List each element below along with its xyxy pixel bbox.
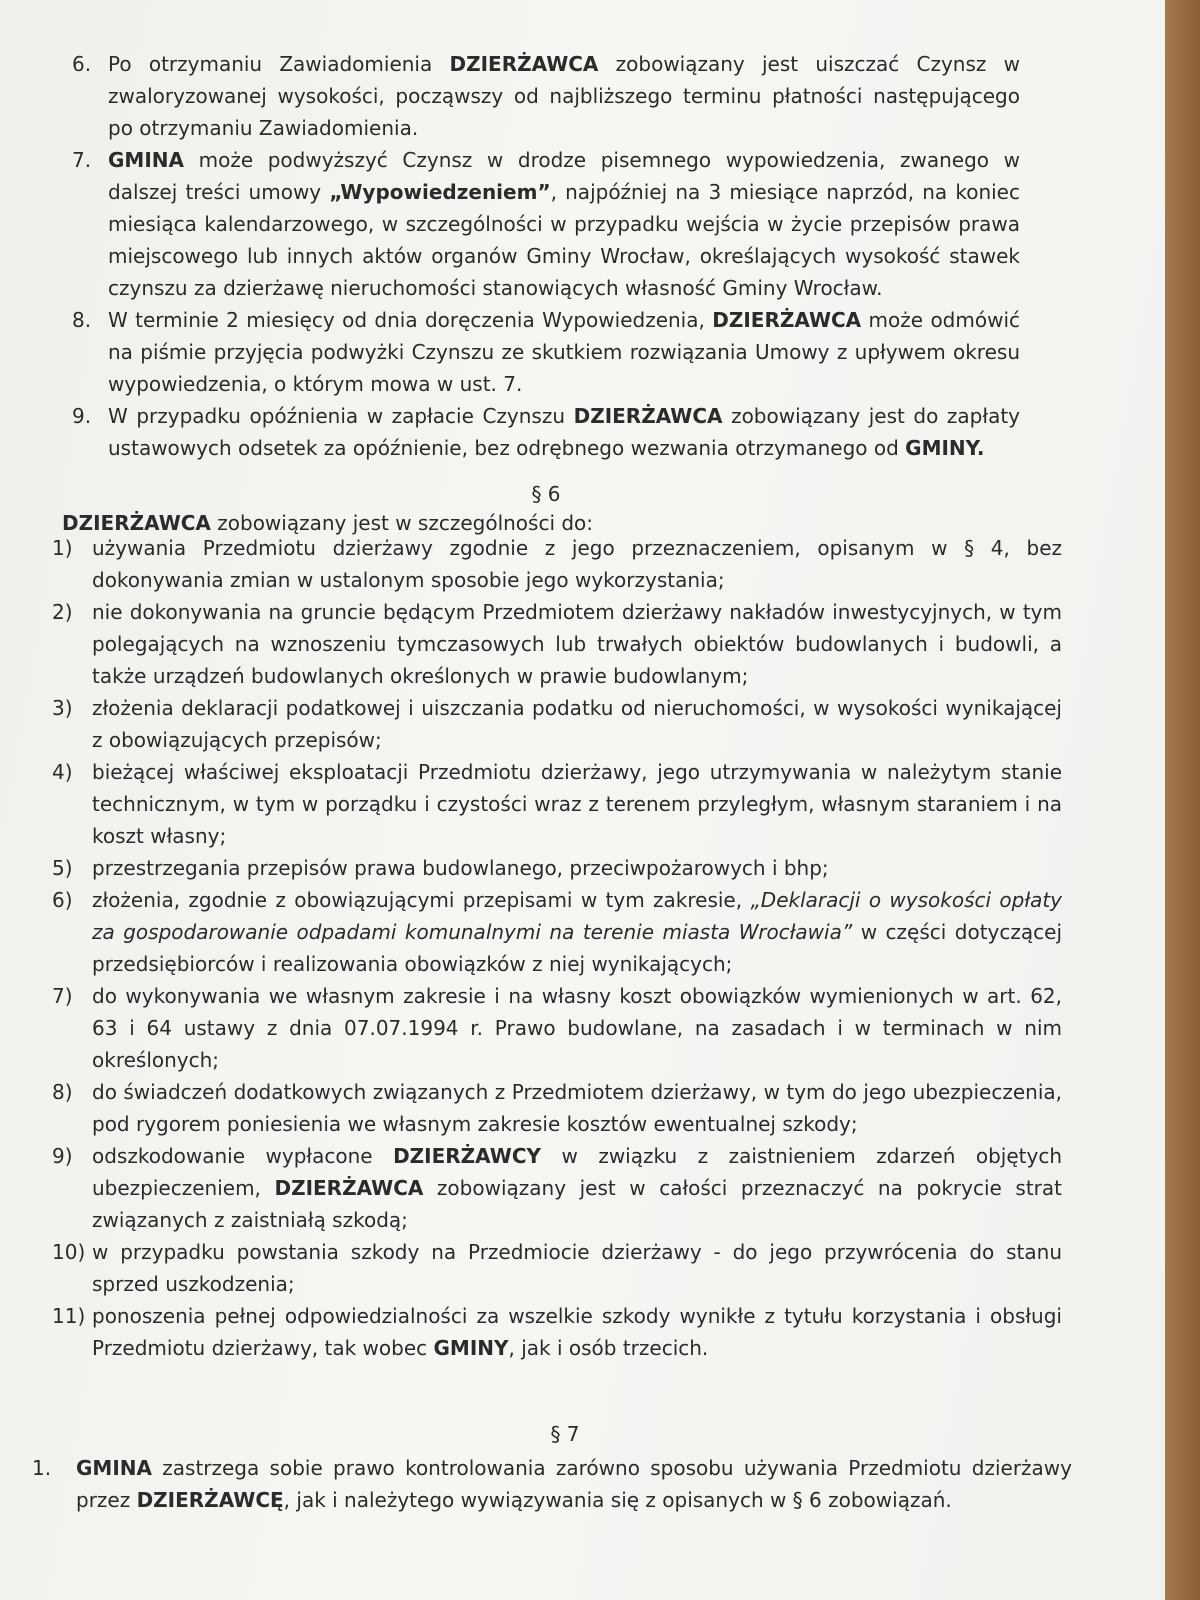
text-run: odszkodowanie wypłacone	[92, 1144, 394, 1168]
item-number: 4)	[52, 760, 73, 784]
list-item	[72, 304, 1020, 400]
list-item	[52, 852, 1062, 884]
text-run: w związku z zaistnieniem zdarzeń objętych ubezpieczeniem,	[92, 1144, 1062, 1200]
list-item	[52, 756, 1062, 852]
list-item	[72, 144, 1020, 304]
bold-term: DZIERŻAWCA	[712, 308, 862, 332]
list-item	[72, 48, 1020, 144]
list-item	[52, 1140, 1062, 1236]
bold-term: GMINA	[76, 1456, 152, 1480]
item-number: 1.	[32, 1456, 52, 1480]
item-text	[92, 1236, 1062, 1300]
item-number: 10)	[52, 1240, 86, 1264]
list-item	[52, 1300, 1062, 1364]
bold-term: DZIERŻAWCA	[62, 511, 211, 535]
item-number: 7.	[72, 148, 92, 172]
item-number: 9.	[72, 404, 92, 428]
item-number: 3)	[52, 696, 73, 720]
item-text	[92, 1140, 1062, 1236]
item-number: 6.	[72, 52, 92, 76]
section-heading: § 6	[531, 482, 561, 506]
list-item	[52, 980, 1062, 1076]
item-text	[92, 884, 1062, 980]
item-text	[92, 980, 1062, 1076]
text-run: , jak i należytego wywiązywania się z opisanych w § 6 zobowiązań.	[283, 1488, 952, 1512]
text-run: zobowiązany jest w szczególności do:	[210, 511, 594, 535]
list-item	[52, 1236, 1062, 1300]
item-text	[76, 1452, 1072, 1516]
item-text	[108, 48, 1020, 144]
list-item	[52, 1076, 1062, 1140]
bold-term: GMINA	[108, 148, 184, 172]
list-item	[32, 1452, 1072, 1516]
table-surface	[1165, 0, 1200, 1600]
item-text	[92, 852, 1062, 884]
list-item	[52, 596, 1062, 692]
item-text	[92, 596, 1062, 692]
item-number: 8.	[72, 308, 92, 332]
obligations-list	[52, 532, 1062, 1364]
text-run: W terminie 2 miesięcy od dnia doręczenia Wypowiedzenia,	[108, 308, 713, 332]
text-run: przestrzegania przepisów prawa budowlanego, przeciwpożarowych i bhp;	[92, 856, 829, 880]
bold-term: DZIERŻAWCĘ	[136, 1488, 284, 1512]
text-run: , najpóźniej na 3 miesiące naprzód, na koniec miesiąca kalendarzowego, w szczególności w przypadku wejścia w życie przepisów prawa miejscowego lub innych aktów organów Gminy Wrocław, określających wysokość stawek czynszu za dzierżawę nieruchomości stanowiących własność Gminy Wrocław.	[108, 180, 1020, 300]
text-run: zobowiązany jest w całości przeznaczyć na pokrycie strat związanych z zaistniałą szkodą;	[92, 1176, 1062, 1232]
item-number: 2)	[52, 600, 73, 624]
item-text	[108, 144, 1020, 304]
item-number: 5)	[52, 856, 73, 880]
text-run: W przypadku opóźnienia w zapłacie Czynszu	[108, 404, 574, 428]
text-run: bieżącej właściwej eksploatacji Przedmiotu dzierżawy, jego utrzymywania w należytym stanie technicznym, w tym w porządku i czystości wraz z terenem przyległym, własnym staraniem i na koszt własny;	[92, 760, 1062, 848]
item-text	[92, 692, 1062, 756]
text-run: zastrzega sobie prawo kontrolowania zarówno sposobu używania Przedmiotu dzierżawy przez	[76, 1456, 1072, 1512]
text-run: w części dotyczącej przedsiębiorców i realizowania obowiązków z niej wynikających;	[92, 920, 1063, 976]
text-run: w przypadku powstania szkody na Przedmiocie dzierżawy - do jego przywrócenia do stanu sprzed uszkodzenia;	[92, 1240, 1062, 1296]
bold-term: GMINY	[433, 1336, 509, 1360]
item-number: 7)	[52, 984, 73, 1008]
list-item	[52, 532, 1062, 596]
text-run: złożenia deklaracji podatkowej i uiszczania podatku od nieruchomości, w wysokości wynikającej z obowiązujących przepisów;	[92, 696, 1062, 752]
item-text	[92, 1300, 1062, 1364]
item-number: 6)	[52, 888, 73, 912]
text-run: zobowiązany jest uiszczać Czynsz w zwaloryzowanej wysokości, począwszy od najbliższego terminu płatności następującego po otrzymaniu Zawiadomienia.	[108, 52, 1020, 140]
text-run: , jak i osób trzecich.	[508, 1336, 709, 1360]
text-run: złożenia, zgodnie z obowiązującymi przepisami w tym zakresie,	[92, 888, 751, 912]
bold-term: „Wypowiedzeniem”	[329, 180, 551, 204]
text-run: zobowiązany jest do zapłaty ustawowych odsetek za opóźnienie, bez odrębnego wezwania otrzymanego od	[108, 404, 1020, 460]
list-item	[52, 692, 1062, 756]
text-run: może podwyższyć Czynsz w drodze pisemnego wypowiedzenia, zwanego w dalszej treści umowy	[108, 148, 1020, 204]
bold-term: DZIERŻAWCA	[274, 1176, 424, 1200]
list-item	[72, 400, 1020, 464]
text-run: ponoszenia pełnej odpowiedzialności za wszelkie szkody wynikłe z tytułu korzystania i obsługi Przedmiotu dzierżawy, tak wobec	[92, 1304, 1062, 1360]
bold-term: DZIERŻAWCA	[573, 404, 723, 428]
bold-term: DZIERŻAWCY	[393, 1144, 541, 1168]
item-number: 11)	[52, 1304, 86, 1328]
section-heading: § 7	[550, 1422, 580, 1446]
text-run: do świadczeń dodatkowych związanych z Przedmiotem dzierżawy, w tym do jego ubezpieczenia, pod rygorem poniesienia we własnym zakresie kosztów ewentualnej szkody;	[92, 1080, 1062, 1136]
item-text	[108, 400, 1020, 464]
paragraph-list-top	[72, 48, 1020, 464]
paragraph-list-bottom	[32, 1452, 1072, 1516]
item-number: 9)	[52, 1144, 73, 1168]
text-run: do wykonywania we własnym zakresie i na własny koszt obowiązków wymienionych w art. 62, 63 i 64 ustawy z dnia 07.07.1994 r. Prawo budowlane, na zasadach i w terminach w nim określonych;	[92, 984, 1062, 1072]
item-text	[92, 532, 1062, 596]
bold-term: DZIERŻAWCA	[449, 52, 599, 76]
item-text	[108, 304, 1020, 400]
italic-term: „Deklaracji o wysokości opłaty za gospodarowanie odpadami komunalnymi na terenie miasta Wrocławia”	[92, 888, 1062, 944]
text-run: może odmówić na piśmie przyjęcia podwyżki Czynszu ze skutkiem rozwiązania Umowy z upływem okresu wypowiedzenia, o którym mowa w ust. 7.	[108, 308, 1021, 396]
item-text	[92, 1076, 1062, 1140]
list-item	[52, 884, 1062, 980]
text-run: używania Przedmiotu dzierżawy zgodnie z jego przeznaczeniem, opisanym w § 4, bez dokonywania zmian w ustalonym sposobie jego wykorzystania;	[92, 536, 1062, 592]
bold-term: GMINY.	[905, 436, 985, 460]
item-number: 8)	[52, 1080, 73, 1104]
text-run: nie dokonywania na gruncie będącym Przedmiotem dzierżawy nakładów inwestycyjnych, w tym polegających na wznoszeniu tymczasowych lub trwałych obiektów budowlanych i budowli, a także urządzeń budowlanych określonych w prawie budowlanym;	[92, 600, 1062, 688]
item-text	[92, 756, 1062, 852]
text-run: Po otrzymaniu Zawiadomienia	[108, 52, 450, 76]
item-number: 1)	[52, 536, 73, 560]
